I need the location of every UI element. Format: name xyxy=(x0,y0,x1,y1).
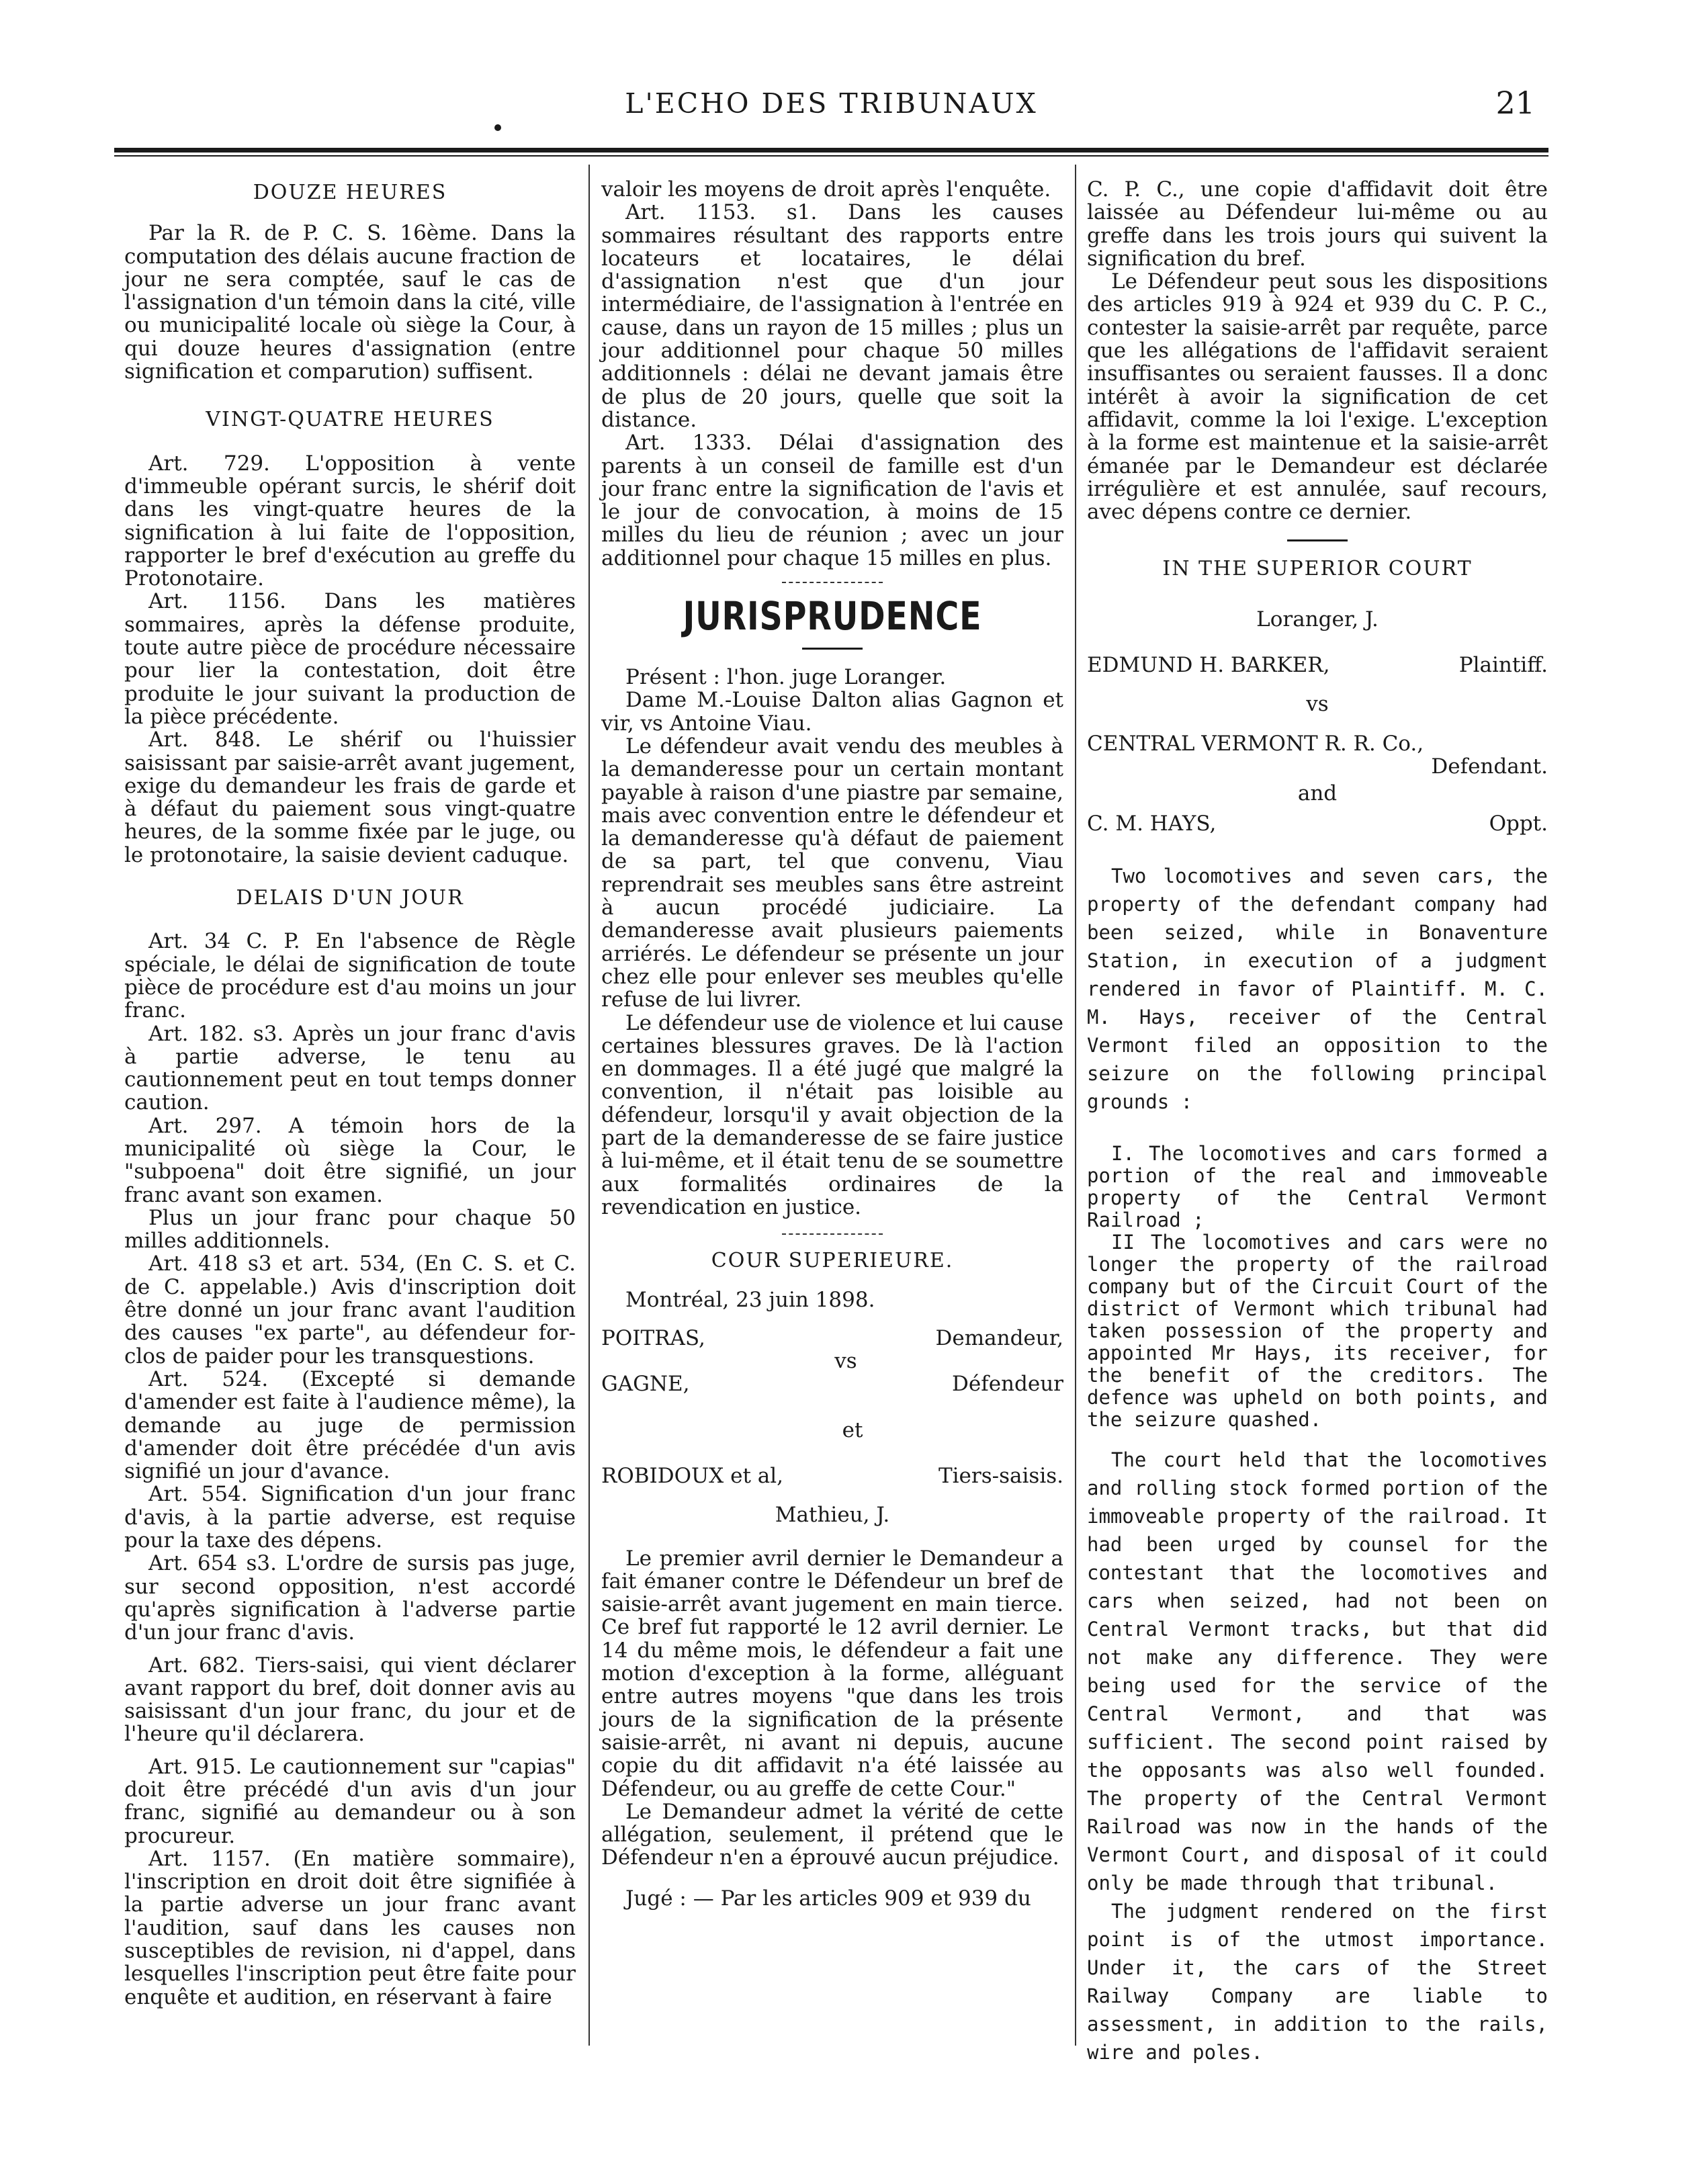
column-divider-2 xyxy=(1075,165,1076,2046)
paragraph: Art. 848. Le shérif ou l'huissier saisissant par saisie-arrêt avant jugement, exige du demandeur les frais de garde et à défaut du paiement sous vingt-quatre heures, de la somme fixée par le juge, ou le protonotaire, la saisie devient caduque. xyxy=(124,728,576,867)
page-header xyxy=(114,79,1548,126)
paragraph: Two locomotives and seven cars, the property of the defendant company had been seized, while in Bonaventure Station, in execution of a judgment rendered in favor of Plaintiff. M. C. M. Hays, receiver of the Central Vermont filed an opposition to the seizure on the following principal grounds : xyxy=(1087,864,1548,1113)
paragraph: valoir les moyens de droit après l'enquête. xyxy=(601,177,1051,202)
paragraph: Art. 297. A témoin hors de la municipalité où siège la Cour, le "subpoena" doit être signifié, un jour franc avant son examen. xyxy=(124,1113,576,1207)
column-divider-1 xyxy=(588,165,590,2046)
section-heading-douze: DOUZE HEURES xyxy=(253,181,447,204)
party-row xyxy=(601,1372,1063,1395)
section-heading-jurisprudence: JURISPRUDENCE xyxy=(683,593,982,640)
party-row xyxy=(601,1465,1063,1487)
section-heading-superior: IN THE SUPERIOR COURT xyxy=(1162,557,1473,581)
party-name: ROBIDOUX et al, xyxy=(601,1463,784,1488)
paragraph: Art. 1333. Délai d'assignation des parents à un conseil de famille est d'un jour franc entre la signification de l'avis et le jour de convocation, à moins de 15 milles du lieu de réunion ; avec un jour additionnel pour chaque 15 milles en plus. xyxy=(601,431,1063,570)
paragraph: The judgment rendered on the first point is of the utmost importance. Under it, the cars of the Street Railway Company are liable to assessment, in addition to the rails, wire and poles. xyxy=(1087,1899,1548,2064)
party-role: Défendeur xyxy=(952,1372,1063,1397)
paragraph: The court held that the locomotives and rolling stock formed portion of the immoveable property of the railroad. It had been urged by counsel for the contestant that the locomotives and cars when seized, had not been on Central Vermont tracks, but that did not make any difference. They were being used for the service of the Central Vermont, and that was sufficient. The second point raised by the opposants was also well founded. The property of the Central Vermont Railroad was now in the hands of the Vermont Court, and disposal of it could only be made through that tribunal. xyxy=(1087,1448,1548,1894)
party-row xyxy=(1087,812,1548,835)
paragraph: Jugé : — Par les articles 909 et 939 du xyxy=(625,1886,1031,1911)
section-heading-delais: DELAIS D'UN JOUR xyxy=(236,886,464,910)
header-rule xyxy=(114,148,1548,152)
paragraph: Art. 654 s3. L'ordre de sursis pas juge, sur second opposition, n'est accordé qu'après signification à l'adverse partie d'un jour franc d'avis. xyxy=(124,1551,576,1645)
paragraph: Plus un jour franc pour chaque 50 milles additionnels. xyxy=(124,1205,576,1254)
page-number: 21 xyxy=(1495,85,1535,121)
party-role: Plaintiff. xyxy=(1458,653,1548,678)
present-line: Présent : l'hon. juge Loranger. xyxy=(625,665,947,690)
paragraph: Art. 524. (Excepté si demande d'amender est faite à l'audience même), la demande au juge de permission d'amender doit être précédée d'un avis signifié un jour d'avance. xyxy=(124,1366,576,1484)
party-name: C. M. HAYS, xyxy=(1087,811,1217,836)
party-name: GAGNE, xyxy=(601,1372,690,1397)
paragraph: II The locomotives and cars were no longer the property of the railroad company but of the Circuit Court of the district of Vermont which tribunal had taken possession of the property and appointed Mr Hays, its receiver, for the benefit of the creditors. The defence was upheld on both points, and the seizure quashed. xyxy=(1087,1230,1548,1431)
header-dot xyxy=(494,124,501,131)
paragraph: Art. 418 s3 et art. 534, (En C. S. et C. de C. appelable.) Avis d'inscription doit être donné un jour franc avant l'audition des causes "ex parte", au défendeur for-clos de paider pour les transquestions. xyxy=(124,1252,576,1368)
paragraph: Art. 682. Tiers-saisi, qui vient déclarer avant rapport du bref, doit donner avis au saisissant d'un jour franc, du jour et de l'heure qu'il déclarera. xyxy=(124,1653,576,1747)
paragraph: Art. 34 C. P. En l'absence de Règle spéciale, le délai de signification de toute pièce de procédure est d'au moins un jour franc. xyxy=(124,929,576,1023)
judge-name: Loranger, J. xyxy=(1256,607,1379,631)
paragraph: Art. 915. Le cautionnement sur "capias" doit être précédé d'un avis d'un jour franc, signifié au demandeur ou à son procureur. xyxy=(124,1754,576,1848)
party-role: Oppt. xyxy=(1489,811,1548,836)
versus: vs xyxy=(1306,692,1329,717)
column-3 xyxy=(1087,178,1548,2066)
paragraph: Art. 554. Signification d'un jour franc d'avis, à la partie adverse, est requise pour la taxe des dépens. xyxy=(124,1482,576,1553)
paragraph: Art. 729. L'opposition à vente d'immeuble opérant surcis, le shérif doit dans les vingt-quatre heures de la signification à lui faite de l'opposition, rapporter le bref d'exécution au greffe du Protonotaire. xyxy=(124,451,576,591)
conjunction: and xyxy=(1297,781,1338,806)
conjunction: et xyxy=(842,1417,863,1442)
paragraph: Par la R. de P. C. S. 16ème. Dans la computation des délais aucune fraction de jour ne sera comptée, sauf le cas de l'assignation d'un témoin dans la cité, ville ou municipalité locale où siège la Cour, à qui douze heures d'assignation (entre signification et comparution) suffisent. xyxy=(124,221,576,384)
paragraph: Art. 1156. Dans les matières sommaires, après la défense produite, toute autre pièce de procédure nécessaire pour lier la contestation, doit être produite le jour suivant la production de la pièce précédente. xyxy=(124,589,576,729)
party-role: Defendant. xyxy=(1431,754,1548,779)
english-text xyxy=(1087,862,1548,2066)
party-name: CENTRAL VERMONT R. R. Co., xyxy=(1087,731,1424,756)
header-rule-thin xyxy=(114,155,1548,157)
paragraph: Le défendeur avait vendu des meubles à la demanderesse pour un certain montant payable à raison d'une piastre par semaine, mais avec convention entre le défendeur et la demanderesse qu'à défaut de paiement de sa part, tel que convenu, Viau reprendrait ses meubles sans être astreint à aucun procédé judiciaire. La demanderesse avait plusieurs paiements arriérés. Le défendeur se présente un jour chez elle pour enlever ses meubles qu'elle refuse de lui livrer. xyxy=(601,734,1063,1012)
party-row xyxy=(601,1327,1063,1350)
column-2 xyxy=(601,178,1063,1910)
party-row xyxy=(1087,654,1548,676)
column-1 xyxy=(124,181,576,2009)
case-parties: Dame M.-Louise Dalton alias Gagnon et vir, vs Antoine Viau. xyxy=(601,688,1063,736)
party-name: EDMUND H. BARKER, xyxy=(1087,653,1330,678)
party-row xyxy=(1087,732,1548,755)
judge-name: Mathieu, J. xyxy=(775,1503,890,1528)
versus: vs xyxy=(834,1349,857,1374)
paragraph: Art. 182. s3. Après un jour franc d'avis à partie adverse, le tenu au cautionnement peut en tout temps donner caution. xyxy=(124,1021,576,1115)
paragraph: Le premier avril dernier le Demandeur a fait émaner contre le Défendeur un bref de saisie-arrêt avant jugement en main tierce. Ce bref fut rapporté le 12 avril dernier. Le 14 du même mois, le défendeur a fait une motion d'exception à la forme, alléguant entre autres moyens "que dans les trois jours de la signification de la présente saisie-arrêt, ni avant ni depuis, aucune copie du dit affidavit n'a été laissée au Défendeur, ou au greffe de cette Cour." xyxy=(601,1546,1063,1801)
paragraph: Art. 1153. s1. Dans les causes sommaires résultant des rapports entre locateurs et locataires, le délai d'assignation n'est que d'un jour intermédiaire, de l'assignation à l'entrée en cause, dans un rayon de 15 milles ; plus un jour additionnel pour chaque 50 milles additionnels : délai ne devant jamais être de plus de 20 jours, quelle que soit la distance. xyxy=(601,200,1063,432)
party-name: POITRAS, xyxy=(601,1325,705,1350)
paragraph: Art. 1157. (En matière sommaire), l'inscription en droit doit être signifiée à la partie adverse un jour franc avant l'audition, sauf dans les causes non susceptibles de revision, ni d'appel, dans lesquelles l'inscription peut être faite pour enquête et audition, en réservant à faire xyxy=(124,1846,576,2009)
paragraph: Le Demandeur admet la vérité de cette allégation, seulement, il prétend que le Défendeur n'en a éprouvé aucun préjudice. xyxy=(601,1799,1063,1870)
party-role: Tiers-saisis. xyxy=(938,1463,1063,1488)
paragraph: I. The locomotives and cars formed a portion of the real and immoveable property of the Central Vermont Railroad ; xyxy=(1087,1141,1548,1231)
paragraph: Le défendeur use de violence et lui cause certaines blessures graves. De là l'action en dommages. Il a été jugé que malgré la convention, il n'était pas loisible au défendeur, lorsqu'il y avait objection de la part de la demanderesse de se faire justice à lui-même, et il était tenu de se soumettre aux formalités ordinaires de la revendication en justice. xyxy=(601,1010,1063,1219)
section-heading-vingt: VINGT-QUATRE HEURES xyxy=(206,408,494,432)
paragraph: Le Défendeur peut sous les dispositions des articles 919 à 924 et 939 du C. P. C., contester la saisie-arrêt par requête, parce que les allégations de l'affidavit seraient insuffisantes ou seraient fausses. Il a donc intérêt à avoir la signification de cet affidavit, comme la loi l'exige. L'exception à la forme est maintenue et la saisie-arrêt émanée par le Demandeur est déclarée irrégulière et est annulée, sauf recours, avec dépens contre ce dernier. xyxy=(1087,269,1548,525)
paragraph: C. P. C., une copie d'affidavit doit être laissée au Défendeur lui-même ou au greffe dans les trois jours qui suivent la signification du bref. xyxy=(1087,177,1548,271)
section-heading-cour: COUR SUPERIEURE. xyxy=(711,1249,954,1273)
party-role: Demandeur, xyxy=(935,1325,1063,1350)
journal-title: L'ECHO DES TRIBUNAUX xyxy=(625,87,1038,120)
date-line: Montréal, 23 juin 1898. xyxy=(625,1288,875,1313)
